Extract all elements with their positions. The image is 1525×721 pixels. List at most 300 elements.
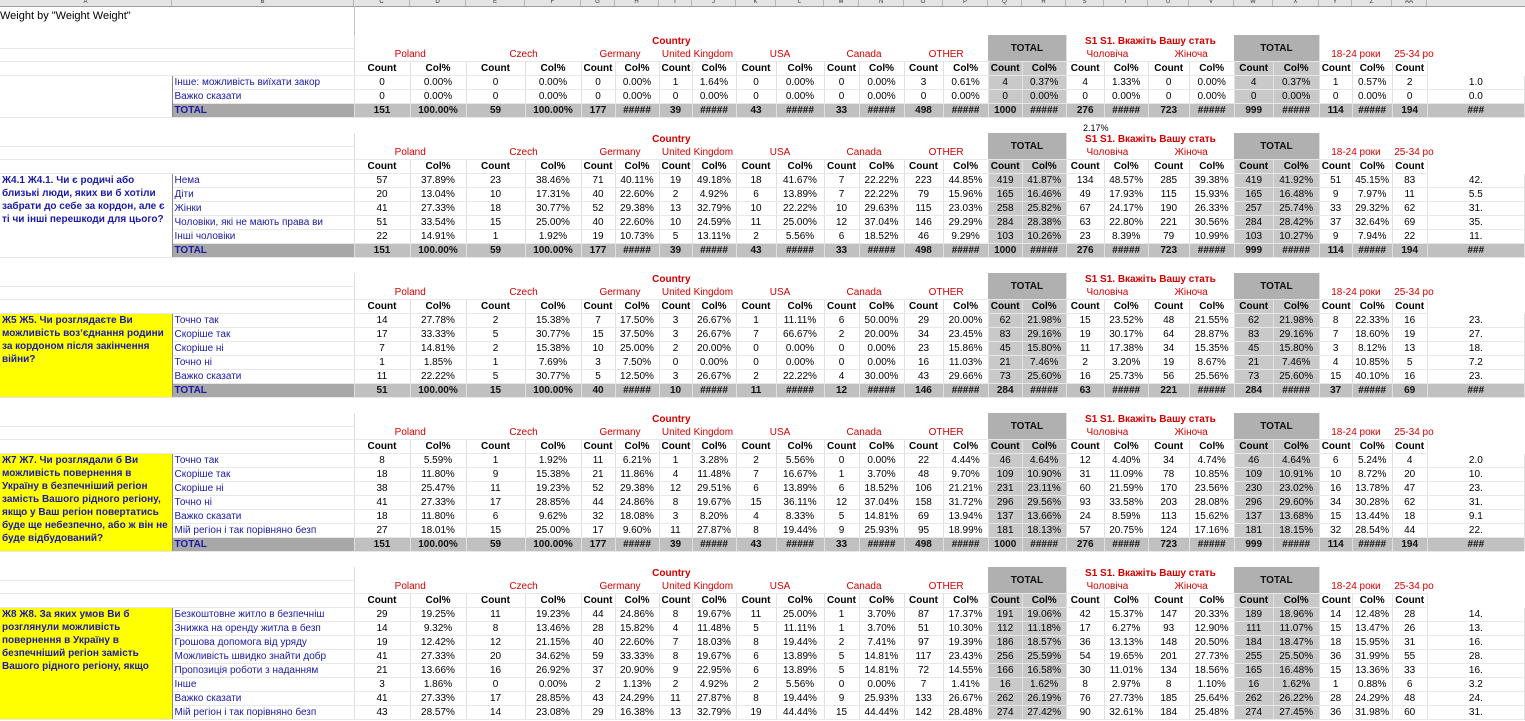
row-label[interactable]: Важко сказати	[172, 370, 354, 384]
data-cell[interactable]: 0	[824, 454, 859, 468]
data-cell[interactable]: 17	[466, 692, 525, 706]
data-cell[interactable]: 32.79%	[692, 706, 736, 720]
data-cell[interactable]: 7	[659, 636, 692, 650]
data-cell[interactable]: 7.97%	[1352, 188, 1392, 202]
data-cell[interactable]: 0	[659, 356, 692, 370]
column-letter[interactable]: E	[466, 0, 525, 6]
total-cell[interactable]: ###	[1427, 104, 1524, 118]
data-cell[interactable]: 20.90%	[615, 664, 659, 678]
data-cell[interactable]: 18	[354, 468, 410, 482]
data-cell[interactable]: 0.00%	[859, 678, 904, 692]
data-cell[interactable]: 26.19%	[1022, 692, 1066, 706]
data-cell[interactable]: 6.21%	[615, 454, 659, 468]
data-cell[interactable]: 17	[1066, 622, 1104, 636]
data-cell[interactable]: 19.44%	[776, 524, 824, 538]
total-cell[interactable]: #####	[1352, 244, 1392, 258]
data-cell[interactable]: 16.38%	[615, 706, 659, 720]
data-cell[interactable]: 27.87%	[692, 524, 736, 538]
data-cell[interactable]: 19	[1066, 328, 1104, 342]
data-cell[interactable]: 44.44%	[776, 706, 824, 720]
data-cell[interactable]: 111	[1234, 622, 1273, 636]
row-label[interactable]: Скоріше ні	[172, 342, 354, 356]
data-cell[interactable]: 27.33%	[410, 202, 466, 216]
total-cell[interactable]: #####	[1022, 384, 1066, 398]
data-cell[interactable]: 27.33%	[410, 692, 466, 706]
total-cell[interactable]: #####	[1022, 104, 1066, 118]
data-cell[interactable]: 25.64%	[1189, 692, 1234, 706]
column-letter[interactable]: Y	[1319, 0, 1352, 6]
column-letter[interactable]: H	[615, 0, 659, 6]
data-cell[interactable]: 10	[1319, 468, 1352, 482]
data-cell[interactable]: 7	[736, 328, 776, 342]
data-cell[interactable]: 15	[1319, 622, 1352, 636]
total-cell[interactable]: 151	[354, 538, 410, 552]
data-cell[interactable]: 97	[904, 636, 943, 650]
row-label[interactable]: Скоріше ні	[172, 482, 354, 496]
data-cell[interactable]: 9.70%	[943, 468, 988, 482]
total-cell[interactable]: 194	[1392, 244, 1427, 258]
row-label[interactable]: Жінки	[172, 202, 354, 216]
data-cell[interactable]: 21.98%	[1273, 314, 1319, 328]
data-cell[interactable]: 36	[1066, 636, 1104, 650]
data-cell[interactable]: 0.00%	[776, 342, 824, 356]
data-cell[interactable]: 7.2	[1427, 356, 1524, 370]
data-cell[interactable]: 148	[1148, 636, 1189, 650]
data-cell[interactable]: 25.93%	[859, 692, 904, 706]
data-cell[interactable]: 21	[988, 356, 1022, 370]
data-cell[interactable]: 0.00%	[692, 356, 736, 370]
data-cell[interactable]: 25.59%	[1022, 650, 1066, 664]
data-cell[interactable]: 17	[354, 328, 410, 342]
data-cell[interactable]: 257	[1234, 202, 1273, 216]
data-cell[interactable]: 38	[354, 482, 410, 496]
data-cell[interactable]: 21	[354, 664, 410, 678]
data-cell[interactable]: 113	[1148, 510, 1189, 524]
total-cell[interactable]: 146	[904, 384, 943, 398]
data-cell[interactable]: 11.80%	[410, 468, 466, 482]
column-letter[interactable]: Q	[988, 0, 1022, 6]
data-cell[interactable]: 37.04%	[859, 216, 904, 230]
data-cell[interactable]: 62	[1234, 314, 1273, 328]
data-cell[interactable]: 40	[581, 636, 615, 650]
data-cell[interactable]: 33.33%	[615, 650, 659, 664]
data-cell[interactable]: 2	[1392, 76, 1427, 90]
data-cell[interactable]: 11.86%	[615, 468, 659, 482]
data-cell[interactable]: 0.00%	[692, 90, 736, 104]
data-cell[interactable]: 0.00%	[776, 76, 824, 90]
data-cell[interactable]: 1.33%	[1104, 76, 1148, 90]
total-cell[interactable]: ###	[1427, 538, 1524, 552]
data-cell[interactable]: 7	[904, 678, 943, 692]
data-cell[interactable]: 30.56%	[1189, 216, 1234, 230]
data-cell[interactable]: 11	[354, 370, 410, 384]
data-cell[interactable]: 66.67%	[776, 328, 824, 342]
total-cell[interactable]: 12	[824, 384, 859, 398]
data-cell[interactable]: 26.22%	[1273, 692, 1319, 706]
data-cell[interactable]: 11.11%	[776, 314, 824, 328]
data-cell[interactable]: 23.02%	[1273, 482, 1319, 496]
column-letter[interactable]: C	[354, 0, 410, 6]
data-cell[interactable]: 22.60%	[615, 216, 659, 230]
data-cell[interactable]: 165	[1234, 664, 1273, 678]
data-cell[interactable]: 0.00%	[1189, 90, 1234, 104]
data-cell[interactable]: 184	[1234, 636, 1273, 650]
data-cell[interactable]: 25.82%	[1022, 202, 1066, 216]
data-cell[interactable]: 166	[988, 664, 1022, 678]
data-cell[interactable]: 8.39%	[1104, 230, 1148, 244]
total-cell[interactable]: 69	[1392, 384, 1427, 398]
column-letter[interactable]: J	[692, 0, 736, 6]
data-cell[interactable]: 0	[824, 342, 859, 356]
data-cell[interactable]: 44.44%	[859, 706, 904, 720]
data-cell[interactable]: 34	[1148, 454, 1189, 468]
data-cell[interactable]: 20.00%	[692, 342, 736, 356]
data-cell[interactable]: 48	[1392, 692, 1427, 706]
total-row-label[interactable]: TOTAL	[172, 384, 354, 398]
data-cell[interactable]: 0.00%	[1104, 90, 1148, 104]
data-cell[interactable]: 23.	[1427, 314, 1524, 328]
data-cell[interactable]: 1	[824, 622, 859, 636]
data-cell[interactable]: 27	[354, 524, 410, 538]
data-cell[interactable]: 15	[736, 496, 776, 510]
data-cell[interactable]: 22	[354, 230, 410, 244]
data-cell[interactable]: 52	[581, 202, 615, 216]
data-cell[interactable]: 40	[581, 188, 615, 202]
data-cell[interactable]: 17.93%	[1104, 188, 1148, 202]
data-cell[interactable]: 27.45%	[1273, 706, 1319, 720]
data-cell[interactable]: 12	[466, 636, 525, 650]
column-letter[interactable]: Z	[1352, 0, 1392, 6]
total-cell[interactable]: 114	[1319, 104, 1352, 118]
data-cell[interactable]: 44	[581, 608, 615, 622]
data-cell[interactable]: 41	[354, 650, 410, 664]
data-cell[interactable]: 0.57%	[1352, 76, 1392, 90]
data-cell[interactable]: 27.33%	[410, 496, 466, 510]
data-cell[interactable]: 274	[988, 706, 1022, 720]
data-cell[interactable]: 12.48%	[1352, 608, 1392, 622]
data-cell[interactable]: 26.67%	[692, 328, 736, 342]
total-cell[interactable]: #####	[1189, 538, 1234, 552]
data-cell[interactable]: 13.89%	[776, 650, 824, 664]
data-cell[interactable]: 3.70%	[859, 622, 904, 636]
data-cell[interactable]: 262	[1234, 692, 1273, 706]
data-cell[interactable]: 134	[1148, 664, 1189, 678]
data-cell[interactable]: 1.64%	[692, 76, 736, 90]
data-cell[interactable]: 10.90%	[1022, 468, 1066, 482]
data-cell[interactable]: 46	[904, 230, 943, 244]
column-letter[interactable]: W	[1234, 0, 1273, 6]
data-cell[interactable]: 29.16%	[1022, 328, 1066, 342]
row-label[interactable]: Інше: можливість виїхати закор	[172, 76, 354, 90]
total-cell[interactable]: #####	[692, 538, 736, 552]
data-cell[interactable]: 23.56%	[1189, 482, 1234, 496]
data-cell[interactable]: 29.16%	[1273, 328, 1319, 342]
data-cell[interactable]: 56	[1148, 370, 1189, 384]
data-cell[interactable]: 0.00%	[1273, 90, 1319, 104]
data-cell[interactable]: 37	[581, 664, 615, 678]
total-cell[interactable]: 999	[1234, 538, 1273, 552]
data-cell[interactable]: 24	[1066, 510, 1104, 524]
data-cell[interactable]: 24.86%	[615, 496, 659, 510]
data-cell[interactable]: 16	[904, 356, 943, 370]
data-cell[interactable]: 1	[659, 454, 692, 468]
data-cell[interactable]: 34.62%	[525, 650, 581, 664]
data-cell[interactable]: 20	[466, 650, 525, 664]
data-cell[interactable]: 7	[736, 468, 776, 482]
data-cell[interactable]: 4.74%	[1189, 454, 1234, 468]
data-cell[interactable]: 13.94%	[943, 510, 988, 524]
data-cell[interactable]: 4.92%	[692, 188, 736, 202]
data-cell[interactable]: 11.48%	[692, 622, 736, 636]
data-cell[interactable]: 14.81%	[859, 664, 904, 678]
column-letter[interactable]: O	[904, 0, 943, 6]
data-cell[interactable]: 0	[824, 678, 859, 692]
data-cell[interactable]: 15	[824, 706, 859, 720]
data-cell[interactable]: 3.2	[1427, 678, 1524, 692]
data-cell[interactable]: 14	[466, 706, 525, 720]
data-cell[interactable]: 23.52%	[1104, 314, 1148, 328]
data-cell[interactable]: 21.98%	[1022, 314, 1066, 328]
total-cell[interactable]: 999	[1234, 104, 1273, 118]
data-cell[interactable]: 78	[1148, 468, 1189, 482]
column-letter[interactable]: B	[172, 0, 354, 6]
data-cell[interactable]: 5.59%	[410, 454, 466, 468]
total-cell[interactable]: 100.00%	[410, 244, 466, 258]
total-cell[interactable]: 151	[354, 244, 410, 258]
data-cell[interactable]: 11	[1066, 342, 1104, 356]
data-cell[interactable]: 13.44%	[1352, 510, 1392, 524]
data-cell[interactable]: 5.56%	[776, 678, 824, 692]
data-cell[interactable]: 13.11%	[692, 230, 736, 244]
data-cell[interactable]: 16	[988, 678, 1022, 692]
total-cell[interactable]: 114	[1319, 244, 1352, 258]
data-cell[interactable]: 10.30%	[943, 622, 988, 636]
data-cell[interactable]: 20	[1392, 468, 1427, 482]
data-cell[interactable]: 46	[988, 454, 1022, 468]
data-cell[interactable]: 13.68%	[1273, 510, 1319, 524]
data-cell[interactable]: 1.62%	[1273, 678, 1319, 692]
data-cell[interactable]: 221	[1148, 216, 1189, 230]
data-cell[interactable]: 115	[904, 202, 943, 216]
data-cell[interactable]: 158	[904, 496, 943, 510]
data-cell[interactable]: 22.22%	[776, 202, 824, 216]
data-cell[interactable]: 24.29%	[615, 692, 659, 706]
data-cell[interactable]: 23	[1066, 230, 1104, 244]
data-cell[interactable]: 14.81%	[410, 342, 466, 356]
data-cell[interactable]: 15	[1319, 510, 1352, 524]
data-cell[interactable]: 11	[466, 608, 525, 622]
data-cell[interactable]: 19	[354, 636, 410, 650]
row-label[interactable]: Інші чоловіки	[172, 230, 354, 244]
data-cell[interactable]: 22.22%	[410, 370, 466, 384]
data-cell[interactable]: 54	[1066, 650, 1104, 664]
data-cell[interactable]: 7.46%	[1022, 356, 1066, 370]
data-cell[interactable]: 22.80%	[1104, 216, 1148, 230]
total-row-label[interactable]: TOTAL	[172, 244, 354, 258]
column-letter[interactable]: I	[659, 0, 692, 6]
data-cell[interactable]: 76	[1066, 692, 1104, 706]
data-cell[interactable]: 2	[659, 188, 692, 202]
data-cell[interactable]: 30.77%	[525, 370, 581, 384]
data-cell[interactable]: 16.46%	[1022, 188, 1066, 202]
data-cell[interactable]: 26	[1392, 622, 1427, 636]
data-cell[interactable]: 0	[988, 90, 1022, 104]
data-cell[interactable]: 274	[1234, 706, 1273, 720]
data-cell[interactable]: 60	[1066, 482, 1104, 496]
data-cell[interactable]: 13.04%	[410, 188, 466, 202]
data-cell[interactable]: 0	[466, 90, 525, 104]
data-cell[interactable]: 9	[466, 468, 525, 482]
total-cell[interactable]: #####	[1273, 538, 1319, 552]
data-cell[interactable]: 22.60%	[615, 188, 659, 202]
data-cell[interactable]: 5	[581, 370, 615, 384]
data-cell[interactable]: 1.86%	[410, 678, 466, 692]
total-cell[interactable]: 39	[659, 538, 692, 552]
data-cell[interactable]: 60	[1392, 706, 1427, 720]
data-cell[interactable]: 13.	[1427, 622, 1524, 636]
data-cell[interactable]: 109	[1234, 468, 1273, 482]
data-cell[interactable]: 419	[1234, 174, 1273, 188]
data-cell[interactable]: 10.26%	[1022, 230, 1066, 244]
data-cell[interactable]: 19	[1148, 356, 1189, 370]
data-cell[interactable]: 43	[904, 370, 943, 384]
total-cell[interactable]: #####	[1352, 538, 1392, 552]
data-cell[interactable]: 28.87%	[1189, 328, 1234, 342]
data-cell[interactable]: 31.	[1427, 202, 1524, 216]
row-label[interactable]: Чоловіки, які не мають права ви	[172, 216, 354, 230]
total-cell[interactable]: #####	[859, 538, 904, 552]
data-cell[interactable]: 4	[1234, 76, 1273, 90]
total-cell[interactable]: 100.00%	[525, 244, 581, 258]
data-cell[interactable]: 26.67%	[692, 370, 736, 384]
data-cell[interactable]: 4	[1392, 454, 1427, 468]
data-cell[interactable]: 14.	[1427, 608, 1524, 622]
data-cell[interactable]: 15	[1066, 314, 1104, 328]
total-cell[interactable]: #####	[1273, 244, 1319, 258]
data-cell[interactable]: 2	[466, 342, 525, 356]
data-cell[interactable]: 31.	[1427, 496, 1524, 510]
total-cell[interactable]: 63	[1066, 384, 1104, 398]
total-cell[interactable]: #####	[943, 244, 988, 258]
data-cell[interactable]: 29	[581, 706, 615, 720]
total-cell[interactable]: 33	[824, 104, 859, 118]
data-cell[interactable]: 20	[354, 188, 410, 202]
row-label[interactable]: Діти	[172, 188, 354, 202]
data-cell[interactable]: 11.	[1427, 230, 1524, 244]
data-cell[interactable]: 146	[904, 216, 943, 230]
data-cell[interactable]: 0	[824, 76, 859, 90]
total-cell[interactable]: 151	[354, 104, 410, 118]
data-cell[interactable]: 13.36%	[1352, 664, 1392, 678]
total-cell[interactable]: 177	[581, 104, 615, 118]
data-cell[interactable]: 9.1	[1427, 510, 1524, 524]
data-cell[interactable]: 17	[466, 496, 525, 510]
total-cell[interactable]: #####	[1189, 384, 1234, 398]
row-label[interactable]: Важко сказати	[172, 510, 354, 524]
data-cell[interactable]: 18.13%	[1022, 524, 1066, 538]
data-cell[interactable]: 26.67%	[943, 692, 988, 706]
data-cell[interactable]: 42	[1066, 608, 1104, 622]
data-cell[interactable]: 8.67%	[1189, 356, 1234, 370]
data-cell[interactable]: 165	[988, 188, 1022, 202]
data-cell[interactable]: 10	[581, 342, 615, 356]
total-cell[interactable]: 51	[354, 384, 410, 398]
data-cell[interactable]: 28.85%	[525, 496, 581, 510]
row-label[interactable]: Точно ні	[172, 496, 354, 510]
total-cell[interactable]: #####	[776, 104, 824, 118]
total-cell[interactable]: 999	[1234, 244, 1273, 258]
data-cell[interactable]: 18	[354, 510, 410, 524]
data-cell[interactable]: 32.79%	[692, 202, 736, 216]
data-cell[interactable]: 255	[1234, 650, 1273, 664]
data-cell[interactable]: 27.73%	[1104, 692, 1148, 706]
data-cell[interactable]: 16	[1066, 370, 1104, 384]
data-cell[interactable]: 0.0	[1427, 90, 1524, 104]
data-cell[interactable]: 73	[988, 370, 1022, 384]
data-cell[interactable]: 147	[1148, 608, 1189, 622]
data-cell[interactable]: 28.54%	[1352, 524, 1392, 538]
data-cell[interactable]: 258	[988, 202, 1022, 216]
data-cell[interactable]: 109	[988, 468, 1022, 482]
data-cell[interactable]: 262	[988, 692, 1022, 706]
data-cell[interactable]: 22.22%	[776, 370, 824, 384]
data-cell[interactable]: 15.80%	[1022, 342, 1066, 356]
data-cell[interactable]: 19.39%	[943, 636, 988, 650]
data-cell[interactable]: 15.37%	[1104, 608, 1148, 622]
data-cell[interactable]: 1.92%	[525, 230, 581, 244]
data-cell[interactable]: 6	[736, 188, 776, 202]
total-cell[interactable]: 100.00%	[410, 538, 466, 552]
data-cell[interactable]: 19	[736, 706, 776, 720]
data-cell[interactable]: 117	[904, 650, 943, 664]
data-cell[interactable]: 9	[1319, 188, 1352, 202]
data-cell[interactable]: 296	[988, 496, 1022, 510]
data-cell[interactable]: 15	[581, 328, 615, 342]
data-cell[interactable]: 25.60%	[1273, 370, 1319, 384]
data-cell[interactable]: 19.23%	[525, 482, 581, 496]
data-cell[interactable]: 29.63%	[859, 202, 904, 216]
row-label[interactable]: Пропозиція роботи з наданням	[172, 664, 354, 678]
data-cell[interactable]: 22.60%	[615, 636, 659, 650]
data-cell[interactable]: 9	[1319, 230, 1352, 244]
data-cell[interactable]: 22.33%	[1352, 314, 1392, 328]
data-cell[interactable]: 21.59%	[1104, 482, 1148, 496]
data-cell[interactable]: 1.0	[1427, 76, 1524, 90]
data-cell[interactable]: 3	[904, 76, 943, 90]
total-cell[interactable]: 276	[1066, 104, 1104, 118]
data-cell[interactable]: 37.50%	[615, 328, 659, 342]
data-cell[interactable]: 0	[659, 90, 692, 104]
data-cell[interactable]: 51	[1319, 174, 1352, 188]
data-cell[interactable]: 19.23%	[525, 608, 581, 622]
data-cell[interactable]: 22	[904, 454, 943, 468]
data-cell[interactable]: 21.55%	[1189, 314, 1234, 328]
data-cell[interactable]: 29.60%	[1273, 496, 1319, 510]
data-cell[interactable]: 5	[824, 510, 859, 524]
data-cell[interactable]: 23.43%	[943, 650, 988, 664]
data-cell[interactable]: 83	[1392, 174, 1427, 188]
data-cell[interactable]: 9.62%	[525, 510, 581, 524]
data-cell[interactable]: 2	[659, 678, 692, 692]
data-cell[interactable]: 93	[1148, 622, 1189, 636]
data-cell[interactable]: 7	[824, 188, 859, 202]
data-cell[interactable]: 7.69%	[525, 356, 581, 370]
data-cell[interactable]: 25.00%	[615, 342, 659, 356]
data-cell[interactable]: 15.62%	[1189, 510, 1234, 524]
column-letter[interactable]: P	[943, 0, 988, 6]
data-cell[interactable]: 0	[1148, 76, 1189, 90]
data-cell[interactable]: 10.99%	[1189, 230, 1234, 244]
